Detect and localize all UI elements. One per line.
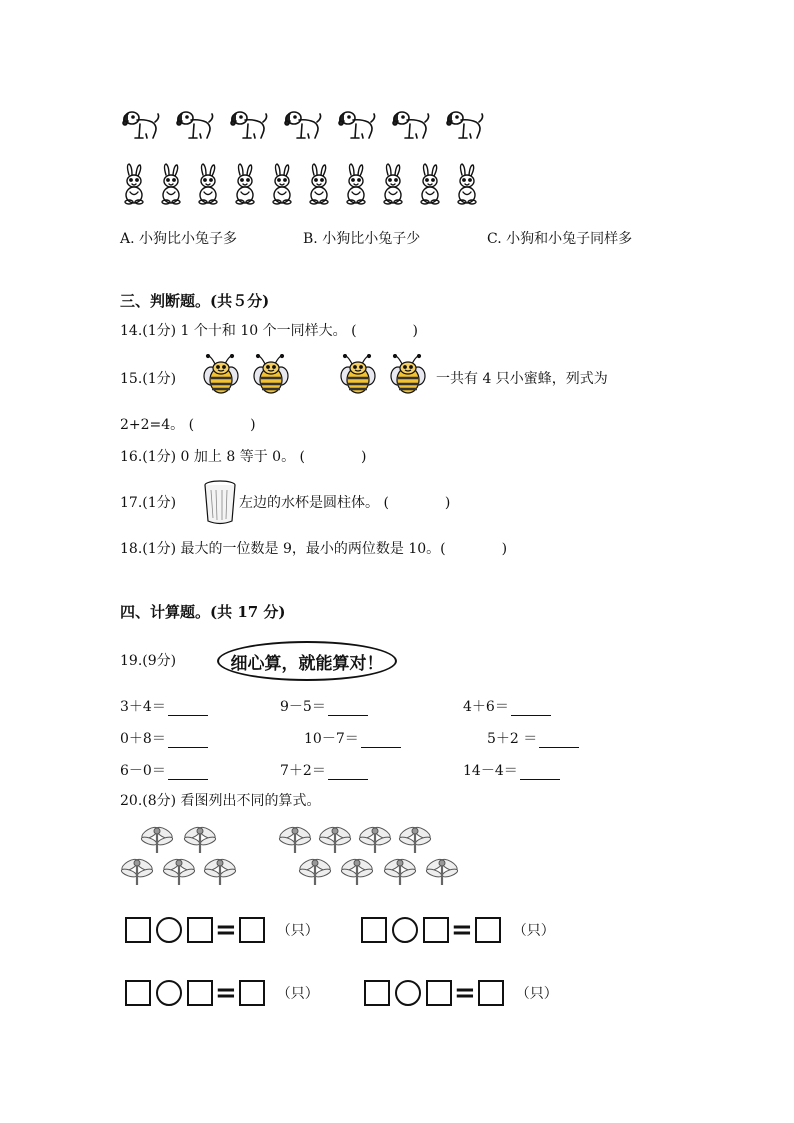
question-17-text-body: 左边的水杯是圆柱体。 ( <box>239 495 389 511</box>
question-17-label: 17.(1分) <box>120 495 177 511</box>
question-16 <box>120 446 366 466</box>
close-paren: ) <box>501 541 508 557</box>
answer-box[interactable] <box>239 980 265 1006</box>
calc-1-1 <box>120 696 208 716</box>
dragonfly-icon <box>140 823 174 855</box>
equals-sign: = <box>215 915 237 945</box>
rabbit-icon <box>453 163 481 207</box>
question-18 <box>120 538 507 558</box>
dog-icon <box>444 108 486 142</box>
dragonfly-icon <box>120 855 154 887</box>
answer-box[interactable] <box>478 980 504 1006</box>
option-a: A. 小狗比小兔子多 <box>120 231 238 247</box>
dragonfly-icon <box>383 855 417 887</box>
question-14 <box>120 320 418 340</box>
calc-3-1 <box>120 760 208 780</box>
calc-1-3 <box>463 696 551 716</box>
dog-icon <box>174 108 216 142</box>
dragonfly-icon <box>183 823 217 855</box>
section3-heading: 三、判断题。(共５分) <box>120 292 270 310</box>
question-20: 20.(8分) 看图列出不同的算式。 <box>120 793 321 809</box>
answer-box[interactable] <box>426 980 452 1006</box>
answer-box[interactable] <box>125 980 151 1006</box>
equation-row-2 <box>361 917 555 943</box>
dragonfly-icon <box>298 855 332 887</box>
operator-circle[interactable] <box>156 917 182 943</box>
answer-box[interactable] <box>475 917 501 943</box>
calc-text: 5＋2 ＝ <box>487 731 538 747</box>
question-14-text: 14.(1分) 1 个十和 10 个一同样大。 ( <box>120 323 357 339</box>
question-15-line2 <box>120 414 256 434</box>
option-c: C. 小狗和小兔子同样多 <box>487 231 633 247</box>
calc-text: 4＋6＝ <box>463 699 509 715</box>
dragonfly-icon <box>318 823 352 855</box>
answer-box[interactable] <box>125 917 151 943</box>
dragonfly-icon <box>278 823 312 855</box>
calc-text: 3＋4＝ <box>120 699 166 715</box>
dragonfly-icon <box>398 823 432 855</box>
equation-row-3 <box>125 980 319 1006</box>
answer-box[interactable] <box>187 917 213 943</box>
close-paren: ) <box>412 323 418 339</box>
dog-row <box>120 108 498 142</box>
equals-sign: = <box>454 978 476 1008</box>
rabbit-icon <box>157 163 185 207</box>
question-17-text <box>239 492 450 512</box>
rabbit-icon <box>194 163 222 207</box>
calc-1-2 <box>280 696 368 716</box>
calc-text: 14－4＝ <box>463 763 518 779</box>
bee-icon <box>340 354 376 396</box>
rabbit-icon <box>342 163 370 207</box>
question-15-label: 15.(1分) <box>120 371 177 387</box>
water-glass-icon <box>202 480 238 526</box>
rabbit-icon <box>268 163 296 207</box>
question-15-text: 一共有 4 只小蜜蜂，列式为 <box>436 371 608 387</box>
unit-label: （只） <box>276 923 319 939</box>
option-b: B. 小狗比小兔子少 <box>303 231 421 247</box>
dragonfly-icon <box>425 855 459 887</box>
calc-text: 0＋8＝ <box>120 731 166 747</box>
dragonfly-icon <box>358 823 392 855</box>
close-paren: ) <box>444 495 451 511</box>
rabbit-icon <box>120 163 148 207</box>
calc-2-3 <box>487 728 579 748</box>
dog-icon <box>282 108 324 142</box>
answer-box[interactable] <box>364 980 390 1006</box>
bee-icon <box>390 354 426 396</box>
answer-box[interactable] <box>423 917 449 943</box>
question-15 <box>120 368 176 388</box>
calc-3-2 <box>280 760 368 780</box>
calc-2-2 <box>304 728 401 748</box>
close-paren: ) <box>250 417 256 433</box>
dog-icon <box>336 108 378 142</box>
dog-icon <box>228 108 270 142</box>
answer-box[interactable] <box>239 917 265 943</box>
rabbit-icon <box>379 163 407 207</box>
rabbit-icon <box>305 163 333 207</box>
equals-sign: = <box>451 915 473 945</box>
speech-bubble: 细心算，就能算对！ <box>217 641 397 681</box>
equation-row-1 <box>125 917 319 943</box>
answer-box[interactable] <box>187 980 213 1006</box>
calc-text: 7＋2＝ <box>280 763 326 779</box>
question-15-line2-text: 2+2=4。 ( <box>120 417 195 433</box>
question-16-text: 16.(1分) 0 加上 8 等于 0。 ( <box>120 449 305 465</box>
calc-2-1 <box>120 728 208 748</box>
bee-group-left <box>203 354 303 396</box>
dog-icon <box>120 108 162 142</box>
calc-text: 6－0＝ <box>120 763 166 779</box>
bee-group-right <box>340 354 440 396</box>
calc-3-3 <box>463 760 560 780</box>
unit-label: （只） <box>512 923 555 939</box>
answer-box[interactable] <box>361 917 387 943</box>
operator-circle[interactable] <box>392 917 418 943</box>
dog-icon <box>390 108 432 142</box>
dragonfly-icon <box>203 855 237 887</box>
question-18-text: 18.(1分) 最大的一位数是 9，最小的两位数是 10。( <box>120 541 446 557</box>
operator-circle[interactable] <box>395 980 421 1006</box>
dragonfly-icon <box>340 855 374 887</box>
unit-label: （只） <box>515 986 558 1002</box>
dragonfly-icon <box>162 855 196 887</box>
bee-icon <box>253 354 289 396</box>
equation-row-4 <box>364 980 558 1006</box>
bee-icon <box>203 354 239 396</box>
calc-text: 10－7＝ <box>304 731 359 747</box>
calc-text: 9－5＝ <box>280 699 326 715</box>
rabbit-row <box>120 163 490 207</box>
equals-sign: = <box>215 978 237 1008</box>
rabbit-icon <box>416 163 444 207</box>
operator-circle[interactable] <box>156 980 182 1006</box>
rabbit-icon <box>231 163 259 207</box>
close-paren: ) <box>360 449 367 465</box>
unit-label: （只） <box>276 986 319 1002</box>
section4-heading: 四、计算题。(共 17 分) <box>120 603 286 621</box>
question-19-label: 19.(9分) <box>120 653 177 669</box>
